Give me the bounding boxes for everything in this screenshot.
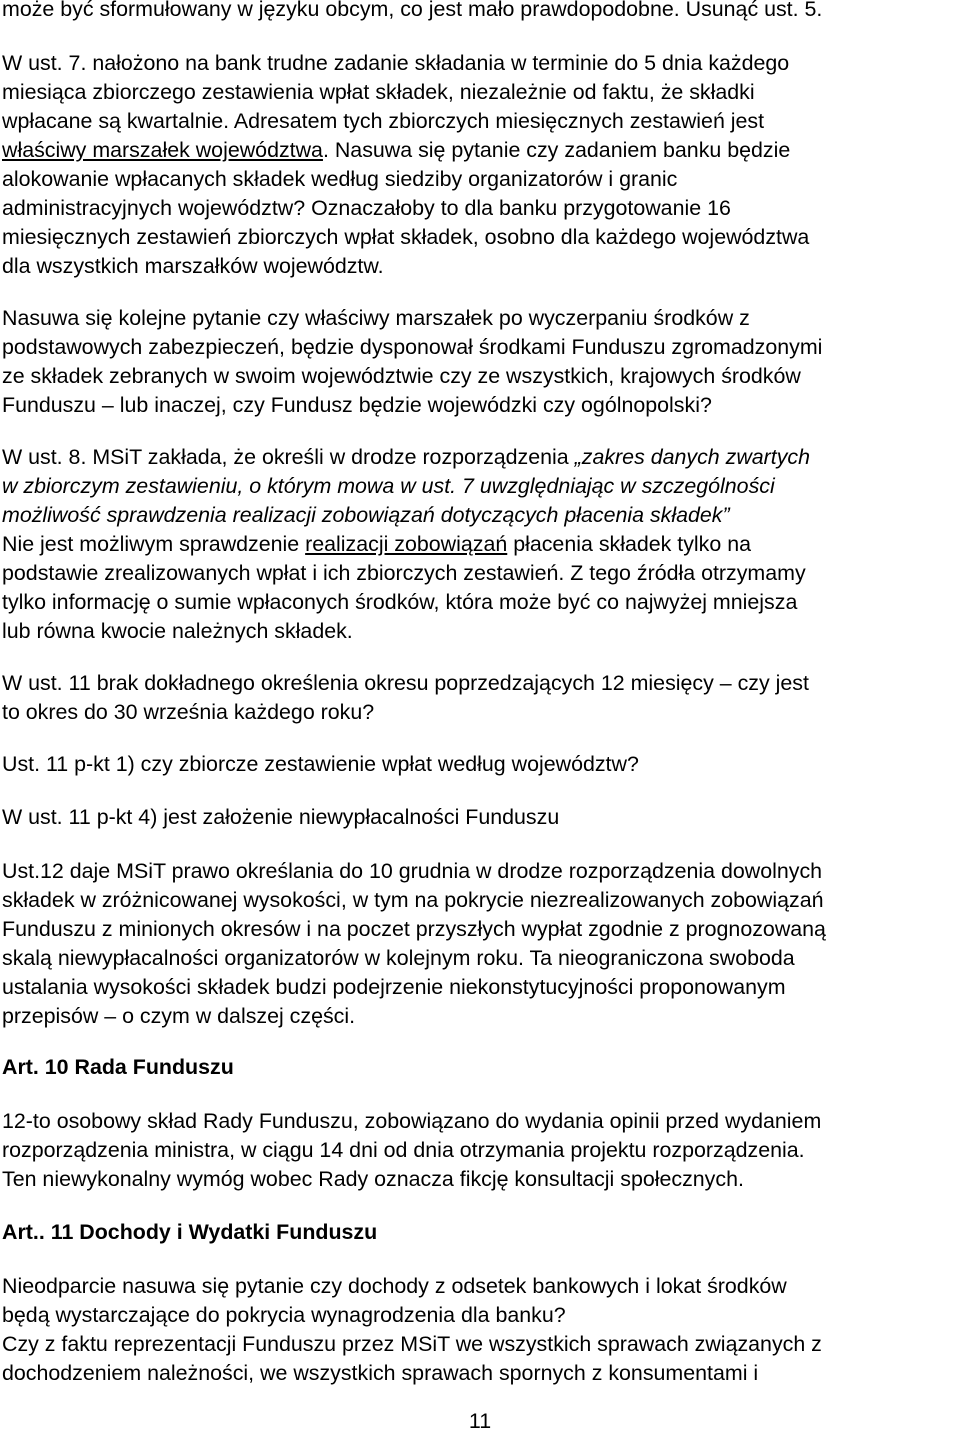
text-line: administracyjnych województw? Oznaczałoby to dla banku przygotowanie 16 <box>2 196 731 220</box>
text-line: ze składek zebranych w swoim województwie czy ze wszystkich, krajowych środków <box>2 364 801 388</box>
text-line: 12-to osobowy skład Rady Funduszu, zobowiązano do wydania opinii przed wydaniem <box>2 1109 822 1133</box>
text-line: alokowanie wpłacanych składek według siedziby organizatorów i granic <box>2 167 678 191</box>
text-line: podstawowych zabezpieczeń, będzie dysponował środkami Funduszu zgromadzonymi <box>2 335 823 359</box>
text-line: wpłacane są kwartalnie. Adresatem tych zbiorczych miesięcznych zestawień jest <box>2 109 765 133</box>
underlined-phrase: realizacji zobowiązań <box>305 532 508 556</box>
text-line: ustalania wysokości składek budzi podejrzenie niekonstytucyjności proponowanym <box>2 975 786 999</box>
paragraph-marszalek <box>2 304 960 420</box>
paragraph-ust11 <box>2 669 960 727</box>
text-line: składek w zróżnicowanej wysokości, w tym na pokrycie niezrealizowanych zobowiązań <box>2 888 824 912</box>
text-line: Ust. 11 p-kt 1) czy zbiorcze zestawienie wpłat według województw? <box>2 752 639 776</box>
text-line <box>2 530 960 559</box>
text-line: miesiąca zbiorczego zestawienia wpłat składek, niezależnie od faktu, że składki <box>2 80 755 104</box>
text-line <box>2 136 960 165</box>
text-line: przepisów – o czym w dalszej części. <box>2 1004 356 1028</box>
paragraph-ust8 <box>2 443 960 646</box>
paragraph-art11 <box>2 1272 960 1388</box>
paragraph-ust11-pkt1 <box>2 750 960 779</box>
text-line: Ust.12 daje MSiT prawo określania do 10 grudnia w drodze rozporządzenia dowolnych <box>2 859 823 883</box>
underlined-phrase: właściwy marszałek województwa <box>2 138 323 162</box>
text-fragment: płacenia składek tylko na <box>507 532 752 556</box>
text-line: może być sformułowany w języku obcym, co jest mało prawdopodobne. Usunąć ust. 5. <box>2 0 823 21</box>
quoted-italic-text: „zakres danych zwartych <box>574 445 811 469</box>
text-line: Nasuwa się kolejne pytanie czy właściwy marszałek po wyczerpaniu środków z <box>2 306 750 330</box>
text-line: Funduszu – lub inaczej, czy Fundusz będzie wojewódzki czy ogólnopolski? <box>2 393 712 417</box>
text-fragment: . Nasuwa się pytanie czy zadaniem banku będzie <box>322 138 791 162</box>
text-line: rozporządzenia ministra, w ciągu 14 dni od dnia otrzymania projektu rozporządzenia. <box>2 1138 805 1162</box>
paragraph-ust7 <box>2 49 960 281</box>
paragraph-ust12 <box>2 857 960 1031</box>
paragraph-art10 <box>2 1107 960 1194</box>
page-number: 11 <box>468 1409 492 1433</box>
text-fragment: W ust. 8. MSiT zakłada, że określi w drodze rozporządzenia <box>2 445 575 469</box>
heading-art11: Art.. 11 Dochody i Wydatki Funduszu <box>2 1220 378 1244</box>
text-line: będą wystarczające do pokrycia wynagrodzenia dla banku? <box>2 1303 566 1327</box>
text-line: to okres do 30 września każdego roku? <box>2 700 375 724</box>
text-line: dla wszystkich marszałków województw. <box>2 254 384 278</box>
text-line: lub równa kwocie należnych składek. <box>2 619 353 643</box>
text-line: Funduszu z minionych okresów i na poczet przyszłych wypłat zgodnie z prognozowaną <box>2 917 826 941</box>
paragraph-ust11-pkt4 <box>2 803 960 832</box>
text-line: W ust. 11 brak dokładnego określenia okresu poprzedzających 12 miesięcy – czy jest <box>2 671 809 695</box>
text-line <box>2 443 960 472</box>
text-line: Nieodparcie nasuwa się pytanie czy dochody z odsetek bankowych i lokat środków <box>2 1274 787 1298</box>
heading-art10: Art. 10 Rada Funduszu <box>2 1055 234 1079</box>
text-line: miesięcznych zestawień zbiorczych wpłat składek, osobno dla każdego województwa <box>2 225 810 249</box>
text-line: podstawie zrealizowanych wpłat i ich zbiorczych zestawień. Z tego źródła otrzymamy <box>2 561 806 585</box>
quoted-italic-line: w zbiorczym zestawieniu, o którym mowa w ust. 7 uwzględniając w szczególności <box>2 474 775 498</box>
text-line: Ten niewykonalny wymóg wobec Rady oznacza fikcję konsultacji społecznych. <box>2 1167 744 1191</box>
text-fragment: Nie jest możliwym sprawdzenie <box>2 532 306 556</box>
text-line: dochodzeniem należności, we wszystkich sprawach spornych z konsumentami i <box>2 1361 759 1385</box>
text-line: skalą niewypłacalności organizatorów w kolejnym roku. Ta nieograniczona swoboda <box>2 946 795 970</box>
text-line: W ust. 11 p-kt 4) jest założenie niewypłacalności Funduszu <box>2 805 560 829</box>
text-line: tylko informację o sumie wpłaconych środków, która może być co najwyżej mniejsza <box>2 590 798 614</box>
paragraph-intro <box>2 0 960 24</box>
quoted-italic-line: możliwość sprawdzenia realizacji zobowiązań dotyczących płacenia składek” <box>2 503 730 527</box>
text-line: W ust. 7. nałożono na bank trudne zadanie składania w terminie do 5 dnia każdego <box>2 51 790 75</box>
text-line: Czy z faktu reprezentacji Funduszu przez MSiT we wszystkich sprawach związanych z <box>2 1332 822 1356</box>
